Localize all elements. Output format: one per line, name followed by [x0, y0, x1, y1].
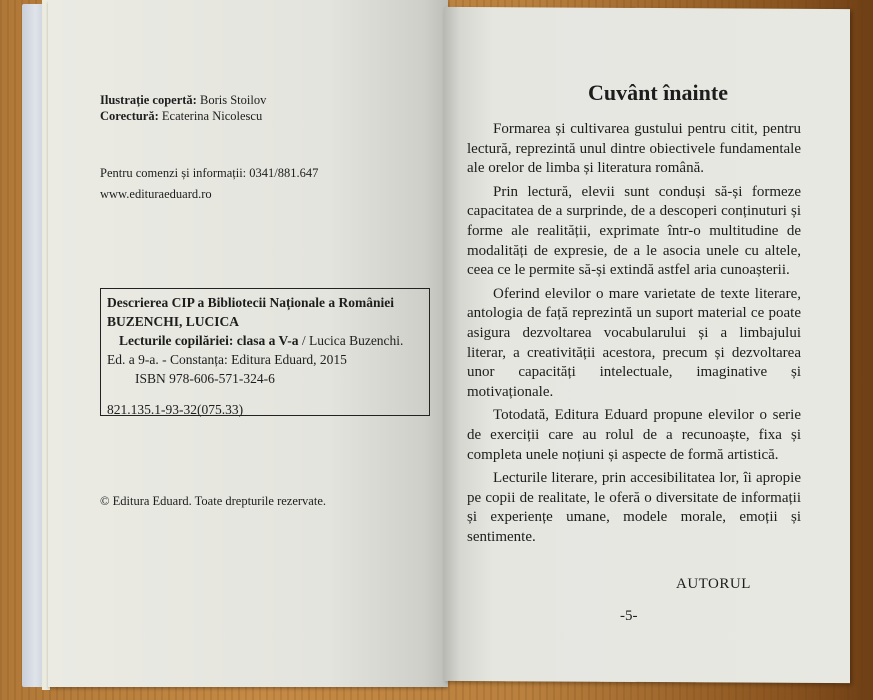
cip-classification: 821.135.1-93-32(075.33): [107, 402, 244, 417]
publisher-website: www.edituraeduard.ro: [100, 187, 212, 201]
paragraph: Lecturile literare, prin accesibilitatea lor, îi apropie pe copii de realitate, le oferă o diversitate de informații și experiențe umane, modele morale, emoții și sentimente.: [467, 470, 801, 545]
copyright-notice: © Editura Eduard. Toate drepturile rezervate.: [100, 494, 326, 508]
contact-block: [100, 163, 318, 205]
paragraph: Oferind elevilor o mare varietate de texte literare, antologia de față reprezintă un suport material ce poate asigura dezvoltarea vocabularului și a limbajului literar, a creativității acestora, precum și dezvoltarea unor capacități intelectuale, imaginative și motivaționale.: [467, 285, 801, 400]
cip-title: Lecturile copilăriei: clasa a V-a / Lucica Buzenchi.: [119, 333, 404, 348]
cip-description-box: [100, 288, 430, 416]
credits-block: [100, 92, 266, 124]
book-cover-edge: [22, 4, 44, 687]
cip-isbn: ISBN 978-606-571-324-6: [135, 371, 275, 386]
credit-proofreading: Corectură: Ecaterina Nicolescu: [100, 109, 263, 123]
cip-edition: Ed. a 9-a. - Constanța: Editura Eduard, 2015: [107, 352, 347, 367]
order-phone-line: Pentru comenzi și informații: 0341/881.647: [100, 166, 319, 180]
chapter-title: Cuvânt înainte: [588, 80, 728, 105]
cip-heading: Descrierea CIP a Bibliotecii Naționale a României: [107, 295, 394, 310]
cip-author: BUZENCHI, LUCICA: [107, 314, 240, 329]
paragraph: Totodată, Editura Eduard propune elevilor o serie de exerciții care au rolul de a recunoaște, fixa și completa unele noțiuni și aspecte de formă artistică.: [467, 407, 801, 463]
foreword-body: [467, 120, 801, 551]
page-number: -5-: [620, 608, 638, 624]
paragraph: Formarea și cultivarea gustului pentru citit, pentru lectură, reprezintă unul dintre obiectivele fundamentale ale orelor de limba și literatura română.: [467, 121, 801, 177]
credit-cover-illustration: Ilustrație copertă: Boris Stoilov: [100, 93, 267, 107]
author-signature: AUTORUL: [676, 576, 751, 592]
paragraph: Prin lectură, elevii sunt conduși să-și formeze capacitatea de a surprinde, de a descoperi conținuturi și forme ale realității, exprimate într-o multitudine de modalități de expresie, de a le asocia unele cu altele, ceea ce le permite să-și extindă astfel aria cunoașterii.: [467, 183, 801, 279]
